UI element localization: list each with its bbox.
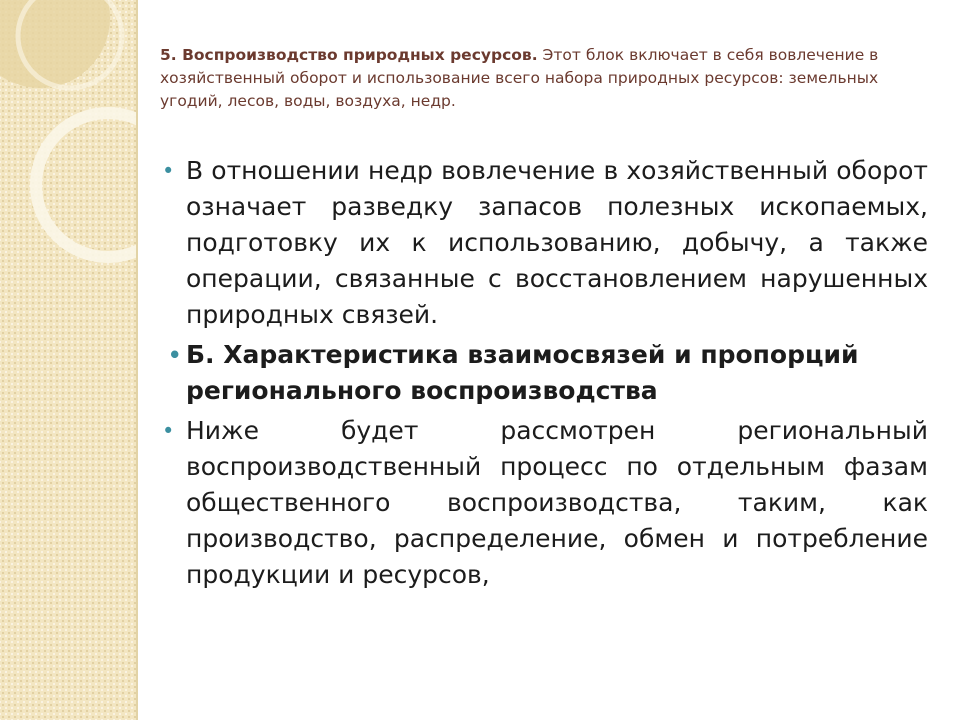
side-panel-edge <box>136 0 138 720</box>
bullet-icon: • <box>168 343 182 367</box>
intro-paragraph <box>160 44 900 113</box>
intro-heading: 5. Воспроизводство природных ресурсов. <box>160 46 538 64</box>
bullet-icon: • <box>162 159 175 183</box>
decorative-circles <box>0 0 138 720</box>
bullet-text: Ниже будет рассмотрен региональный воспроизводственный процесс по отдельным фазам общественного воспроизводства, таким, как производство, распределение, обмен и потребление продукции и ресурсов, <box>186 416 928 589</box>
bullet-text: Б. Характеристика взаимосвязей и пропорций регионального воспроизводства <box>186 340 859 405</box>
decorative-side-panel <box>0 0 138 720</box>
decorative-ring-large <box>36 113 138 257</box>
bullet-item-reproduction-process <box>160 413 928 593</box>
intro-text: Этот блок включает в себя вовлечение в хозяйственный оборот и использование всего набора природных ресурсов: земельных угодий, лесов, воды, воздуха, недр. <box>160 46 879 110</box>
bullet-item-subsoil <box>160 153 928 333</box>
bullet-text: В отношении недр вовлечение в хозяйственный оборот означает разведку запасов полезных ископаемых, подготовку их к использованию, добычу, а также операции, связанные с восстановлением нарушенных природных связей. <box>186 156 928 329</box>
bullet-list <box>160 153 930 593</box>
slide-content <box>160 44 930 593</box>
bullet-item-section-heading <box>160 337 928 409</box>
bullet-icon: • <box>162 419 175 443</box>
